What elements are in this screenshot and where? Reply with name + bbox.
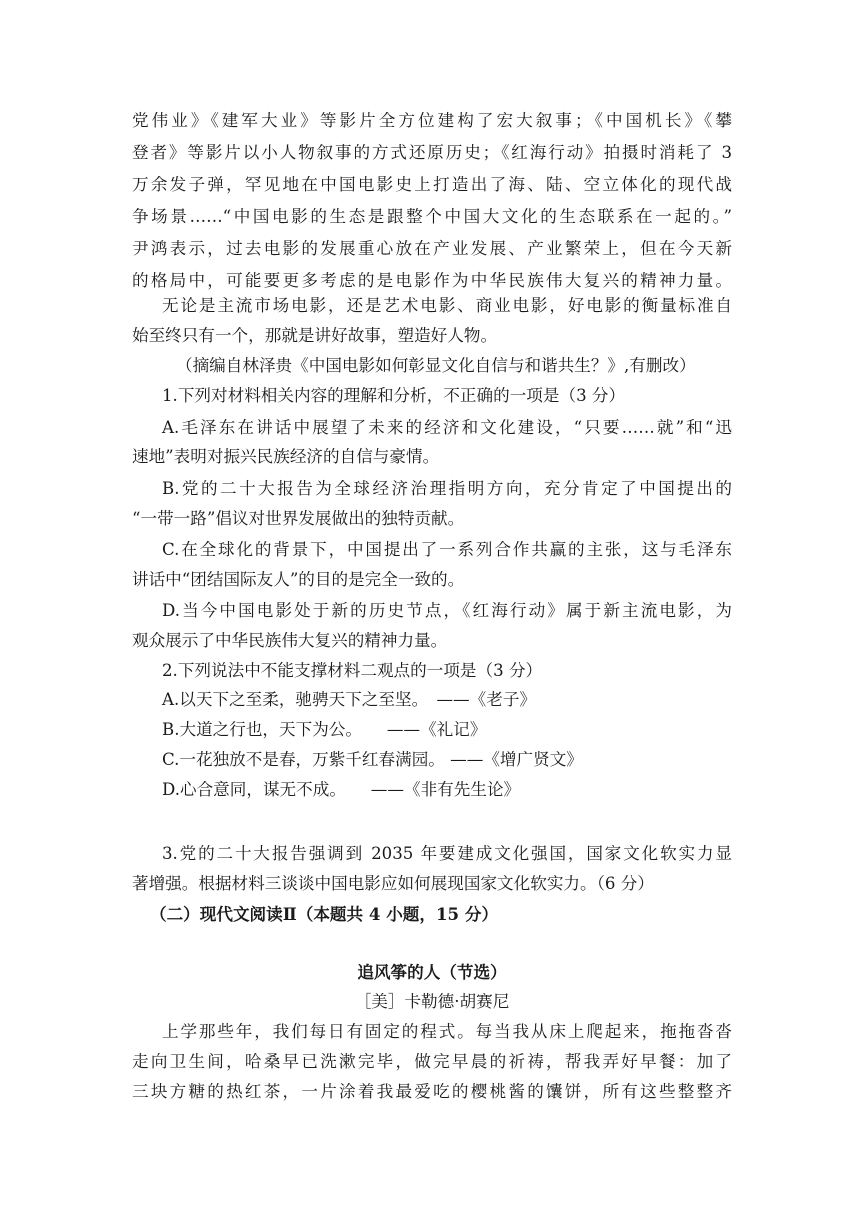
paragraph-line: 登者》等影片以小人物叙事的方式还原历史；《红海行动》拍摄时消耗了 3 [132, 143, 732, 162]
question-stem: 3.党的二十大报告强调到 2035 年要建成文化强国，国家文化软实力显 [162, 844, 732, 863]
option-c-cont: 讲话中“团结国际友人”的目的是完全一致的。 [132, 570, 465, 589]
option-b: B.大道之行也，天下为公。 ——《礼记》 [162, 720, 487, 739]
paragraph-line: 万余发子弹，罕见地在中国电影史上打造出了海、陆、空立体化的现代战 [132, 175, 732, 194]
paragraph-line: 始至终只有一个，那就是讲好故事，塑造好人物。 [132, 326, 498, 345]
option-a: A.以天下之至柔，驰骋天下之至坚。 ——《老子》 [162, 690, 537, 709]
paragraph-line: 无论是主流市场电影，还是艺术电影、商业电影，好电影的衡量标准自 [162, 296, 732, 315]
question-stem-cont: 著增强。根据材料三谈谈中国电影应如何展现国家文化软实力。（6 分） [132, 874, 654, 893]
option-c: C.一花独放不是春，万紫千红春满园。 ——《增广贤文》 [162, 750, 583, 769]
option-b: B.党的二十大报告为全球经济治理指明方向，充分肯定了中国提出的 [162, 479, 732, 498]
paragraph-line: 上学那些年，我们每日有固定的程式。每当我从床上爬起来，拖拖沓沓 [162, 1022, 732, 1041]
option-d: D.当今中国电影处于新的历史节点，《红海行动》属于新主流电影，为 [162, 601, 732, 620]
option-a-cont: 速地”表明对振兴民族经济的自信与豪情。 [132, 447, 440, 466]
question-stem: 1.下列对材料相关内容的理解和分析，不正确的一项是（3 分） [162, 386, 626, 405]
paragraph-line: 党伟业》《建军大业》等影片全方位建构了宏大叙事；《中国机长》《攀 [132, 111, 732, 130]
option-c: C.在全球化的背景下，中国提出了一系列合作共赢的主张，这与毛泽东 [162, 540, 732, 559]
paragraph-line: 尹鸿表示，过去电影的发展重心放在产业发展、产业繁荣上，但在今天新 [132, 239, 732, 258]
source-note: （摘编自林泽贵《中国电影如何彰显文化自信与和谐共生？》,有删改） [176, 356, 696, 375]
option-a: A.毛泽东在讲话中展望了未来的经济和文化建设，“只要……就”和“迅 [162, 418, 732, 437]
article-title: 追风筝的人（节选） [357, 962, 507, 982]
paragraph-line: 争场景……“中国电影的生态是跟整个中国大文化的生态联系在一起的。” [132, 207, 732, 226]
question-stem: 2.下列说法中不能支撑材料二观点的一项是（3 分） [162, 661, 543, 680]
section-heading: （二）现代文阅读Ⅱ（本题共 4 小题，15 分） [150, 904, 499, 924]
article-author: ［美］卡勒德·胡赛尼 [354, 992, 510, 1011]
paragraph-line: 走向卫生间，哈桑早已洗漱完毕，做完早晨的祈祷，帮我弄好早餐：加了 [132, 1052, 732, 1071]
paragraph-line: 三块方糖的热红茶，一片涂着我最爱吃的樱桃酱的馕饼，所有这些整整齐 [132, 1082, 732, 1101]
paragraph-line: 的格局中，可能要更多考虑的是电影作为中华民族伟大复兴的精神力量。 [132, 271, 732, 290]
option-b-cont: “一带一路”倡议对世界发展做出的独特贡献。 [132, 509, 465, 528]
option-d: D.心合意同，谋无不成。 ——《非有先生论》 [162, 780, 521, 799]
option-d-cont: 观众展示了中华民族伟大复兴的精神力量。 [132, 631, 448, 650]
